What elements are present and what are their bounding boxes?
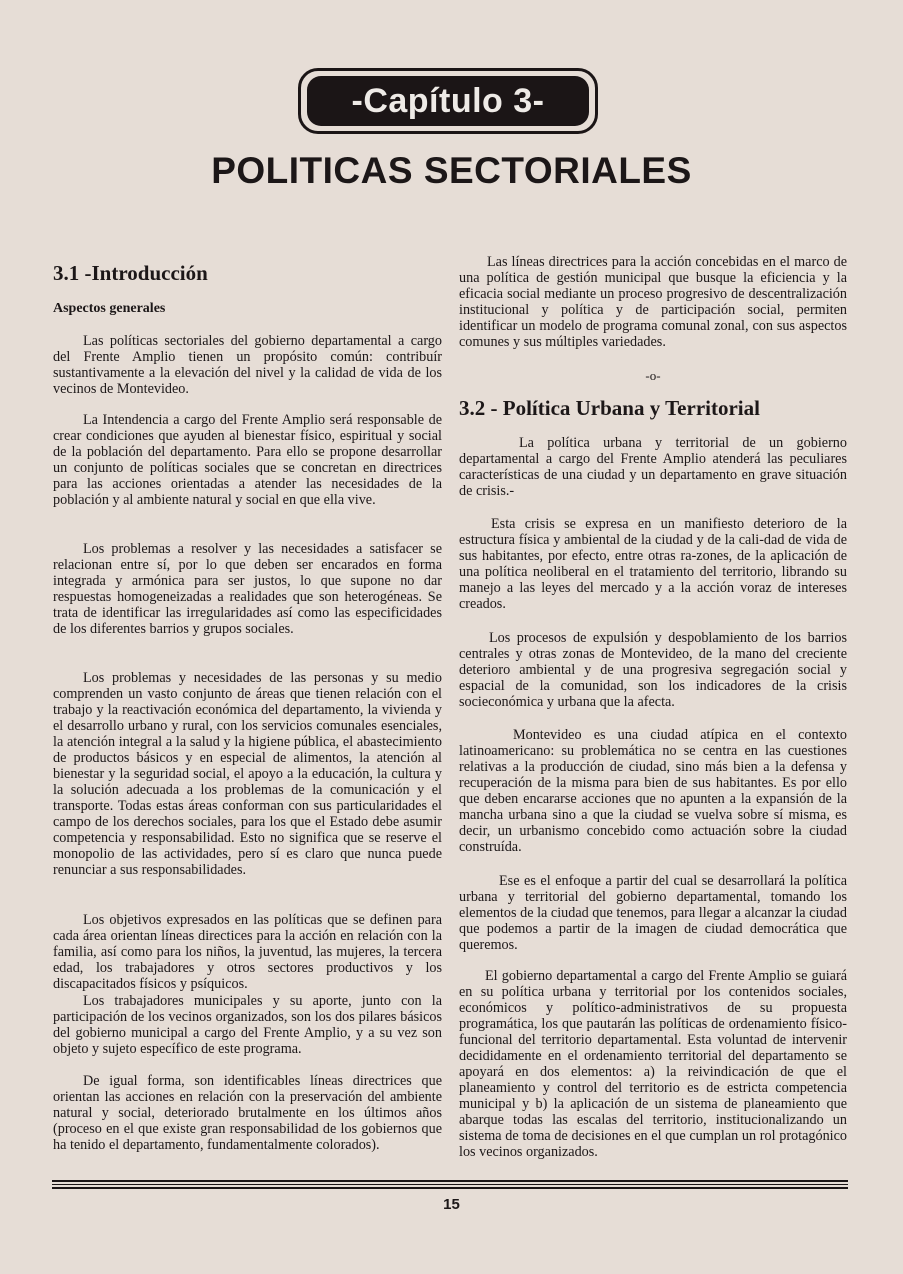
- paragraph: Montevideo es una ciudad atípica en el contexto latinoamericano: su problemática no se centra en las cuestiones relativas a la producción de ciudad, sino más bien a la defensa y recuperación de la misma para bien de sus habitantes. Es por ello que deben encararse acciones que no apunten a la expansión de la mancha urbana sino a que la ciudad se vuelva sobre sí misma, es decir, un urbanismo concebido como actuación sobre la ciudad construída.: [459, 727, 847, 855]
- paragraph: El gobierno departamental a cargo del Frente Amplio se guiará en su política urbana y territorial por los contenidos sociales, económicos y político-administrativos de su propuesta programática, los que pautarán las políticas de ordenamiento físico-funcional del territorio departamental. Esta voluntad de intervenir decididamente en el ordenamiento territorial del departamento se apoyará en dos elementos: a) la reivindicación de que el planeamiento y control del territorio es de estricta competencia municipal y b) la aplicación de un sistema de planeamiento que abarque todas las escalas del territorio, institucionalizando un sistema de toma de decisiones en el que cumplan un rol protagónico los vecinos organizados.: [459, 968, 847, 1160]
- paragraph: Los trabajadores municipales y su aporte, junto con la participación de los vecinos organizados, son los dos pilares básicos del gobierno municipal a cargo del Frente Amplio, y a su vez son objeto y sujeto específico de este programa.: [53, 993, 442, 1057]
- paragraph: Ese es el enfoque a partir del cual se desarrollará la política urbana y territorial del gobierno departamental, tomando los elementos de la ciudad que tenemos, para llegar a alcanzar la ciudad que podemos a partir de la imagen de ciudad democrática que queremos.: [459, 873, 847, 953]
- paragraph: Los objetivos expresados en las políticas que se definen para cada área orientan líneas directices para la acción en relación con la familia, así como para los niños, la juventud, las mujeres, la tercera edad, los trabajadores y otros sectores productivos y los discapacitados físicos y psíquicos.: [53, 912, 442, 992]
- paragraph: La política urbana y territorial de un gobierno departamental a cargo del Frente Amplio atenderá las peculiares características de una ciudad y un departamento en grave situación de crisis.-: [459, 435, 847, 499]
- section-title-introduccion: 3.1 -Introducción: [53, 261, 208, 285]
- section-separator: -o-: [645, 368, 661, 383]
- page-title: POLITICAS SECTORIALES: [211, 150, 692, 191]
- paragraph: La Intendencia a cargo del Frente Amplio será responsable de crear condiciones que ayuden al bienestar físico, espiritual y social de la población del departamento. Para ello se propone desarrollar un conjunto de políticas sociales que se concretan en directrices para las acciones orientadas a atender las necesidades de la población y al ambiente natural y social en que ella vive.: [53, 412, 442, 508]
- paragraph: De igual forma, son identificables líneas directrices que orientan las acciones en relación con la preservación del ambiente natural y social, deteriorado brutalmente en los últimos años (proceso en el que existe gran responsabilidad de los gobiernos que ha tenido el departamento, fundamentalmente colorados).: [53, 1073, 442, 1153]
- paragraph: Esta crisis se expresa en un manifiesto deterioro de la estructura física y ambiental de la ciudad y de la cali-dad de vida de sus habitantes, por efecto, entre otras ra-zones, de la aplicación de una política neoliberal en el tratamiento del territorio, librando su manejo a las leyes del mercado y a la acción voraz de intereses creados.: [459, 516, 847, 612]
- page-number: 15: [443, 1196, 460, 1213]
- paragraph: Los problemas y necesidades de las personas y su medio comprenden un vasto conjunto de áreas que tienen relación con el trabajo y la reactivación económica del departamento, la vivienda y el desarrollo urbano y rural, con los servicios comunales esenciales, la atención integral a la salud y la higiene pública, el abastecimiento de productos básicos y en especial de alimentos, la atención al bienestar y la seguridad social, el apoyo a la educación, la cultura y la solución adecuada a los problemas de la comunicación y el transporte. Todas estas áreas conforman con sus particularidades el campo de los derechos sociales, para los que el Estado debe asumir competencia y responsabilidad. Esto no significa que se reserve el monopolio de las actividades, pero sí es claro que nunca puede renunciar a sus responsabilidades.: [53, 670, 442, 878]
- paragraph: Las políticas sectoriales del gobierno departamental a cargo del Frente Amplio tienen un propósito común: contribuír sustantivamente a la elevación del nivel y la calidad de vida de los vecinos de Montevideo.: [53, 333, 442, 397]
- section-title-politica-urbana: 3.2 - Política Urbana y Territorial: [459, 396, 760, 420]
- paragraph: Las líneas directrices para la acción concebidas en el marco de una política de gestión municipal que busque la eficiencia y la eficacia social mediante un proceso progresivo de descentralización institucional y política y de participación social, permiten identificar un modelo de programa comunal zonal, con sus aspectos comunes y sus múltiples variedades.: [459, 254, 847, 350]
- subsection-title-aspectos-generales: Aspectos generales: [53, 301, 166, 316]
- footer-rule: [52, 1180, 848, 1189]
- chapter-badge: [298, 68, 598, 134]
- chapter-label: -Capítulo 3-: [307, 76, 589, 126]
- paragraph: Los procesos de expulsión y despoblamiento de los barrios centrales y otras zonas de Montevideo, de la mano del creciente deterioro ambiental y de una progresiva segregación social y espacial de la comunidad, son los indicadores de la crisis socieconómica y urbana que la afecta.: [459, 630, 847, 710]
- paragraph: Los problemas a resolver y las necesidades a satisfacer se relacionan entre sí, por lo que deben ser encarados en forma integrada y armónica para ser justos, lo que supone no dar respuestas homogeneizadas a realidades que son heterogéneas. Se trata de identificar las irregularidades así como las especificidades de los diferentes barrios y grupos sociales.: [53, 541, 442, 637]
